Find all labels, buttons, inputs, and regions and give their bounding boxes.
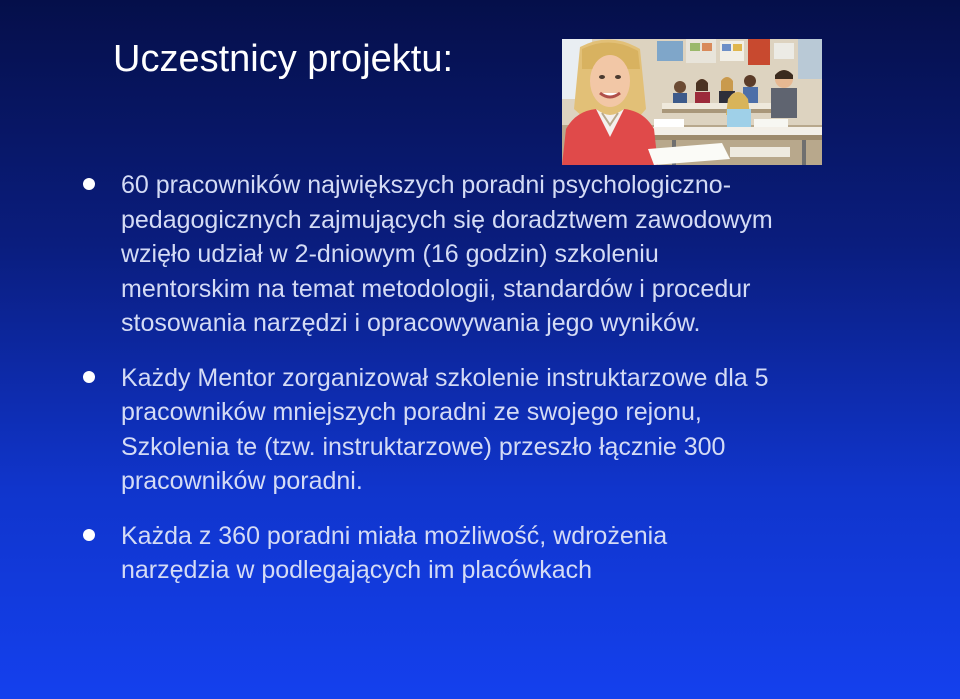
bullet-1-line-4: mentorskim na temat metodologii, standardów i procedur <box>121 274 751 303</box>
list-item <box>83 168 923 341</box>
bullet-1-line-3: wzięło udział w 2-dniowym (16 godzin) szkoleniu <box>121 240 659 268</box>
bullet-2-line-1: Każdy Mentor zorganizował szkolenie instruktarzowe dla 5 <box>121 363 769 392</box>
bullet-3-line-1: Każda z 360 poradni miała możliwość, wdrożenia <box>121 521 668 550</box>
bullet-2-line-2: pracowników mniejszych poradni ze swojego rejonu, <box>121 398 702 426</box>
bullet-2-line-4: pracowników poradni. <box>121 467 363 495</box>
bullet-list <box>83 168 923 608</box>
bullet-1-line-5: stosowania narzędzi i opracowywania jego wyników. <box>121 309 701 337</box>
bullet-dot-icon <box>83 371 95 383</box>
bullet-1-line-2: pedagogicznych zajmujących się doradztwem zawodowym <box>121 205 773 234</box>
classroom-photo <box>562 39 822 165</box>
list-item <box>83 361 923 499</box>
slide-title: Uczestnicy projektu: <box>113 38 454 80</box>
bullet-3-line-2: narzędzia w podlegających im placówkach <box>121 556 593 584</box>
bullet-dot-icon <box>83 178 95 190</box>
bullet-dot-icon <box>83 529 95 541</box>
list-item <box>83 519 923 588</box>
bullet-2-line-3: Szkolenia te (tzw. instruktarzowe) przeszło łącznie 300 <box>121 432 726 461</box>
bullet-1-line-1: 60 pracowników największych poradni psychologiczno- <box>121 171 732 199</box>
